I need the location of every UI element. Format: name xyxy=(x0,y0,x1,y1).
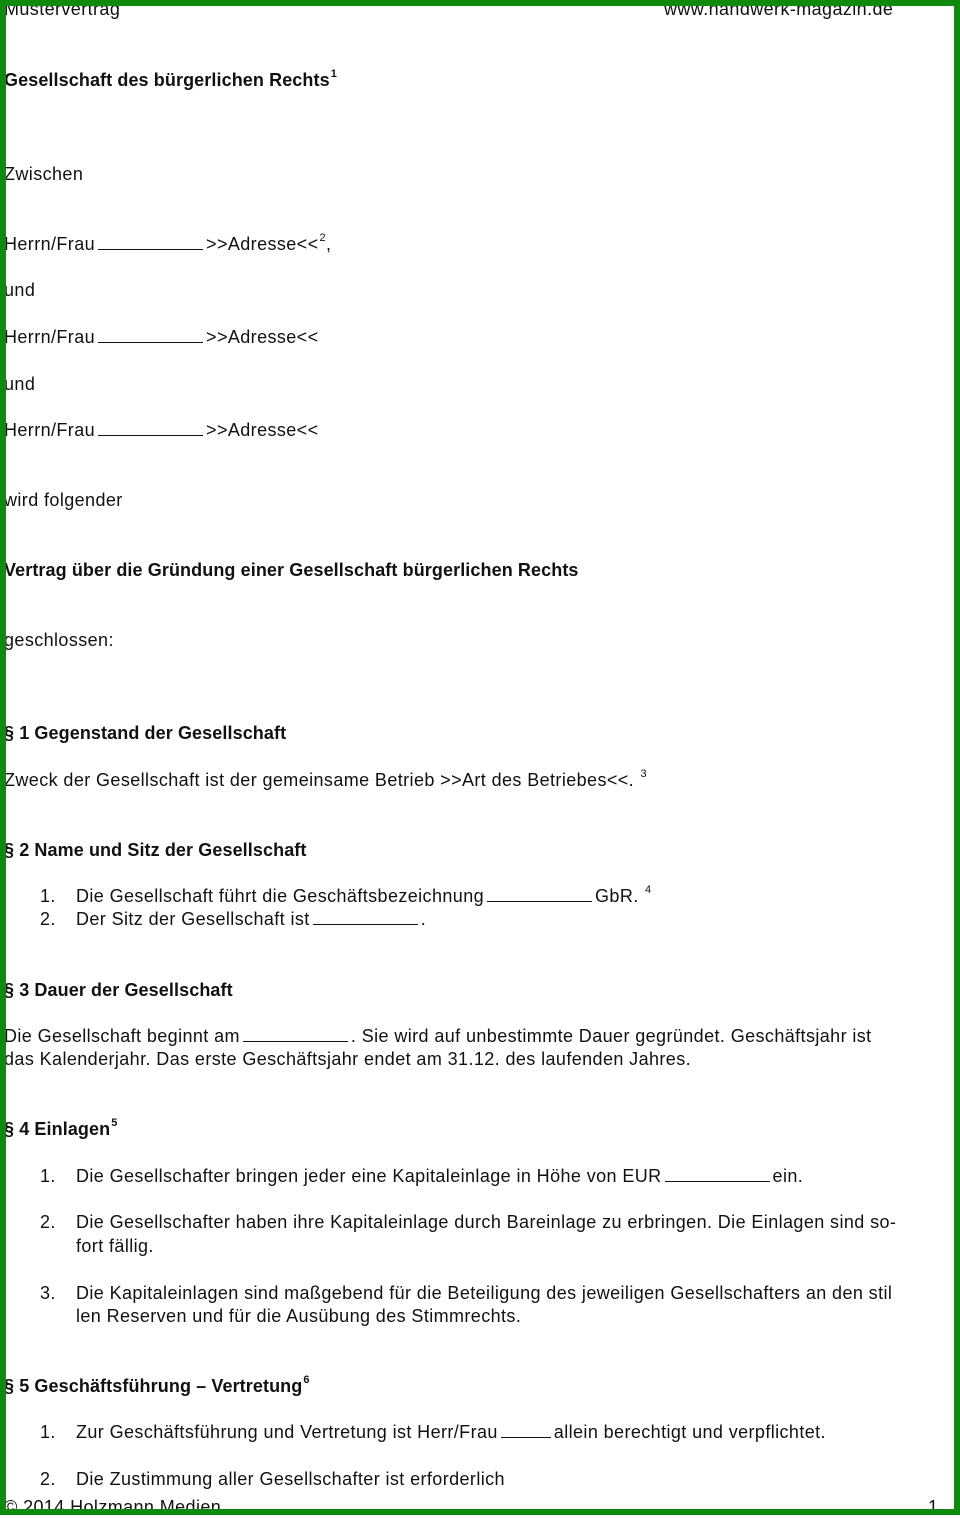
list-item-continuation: fort fällig. xyxy=(76,1236,154,1256)
party-1: Herrn/Frau >>Adresse<<$^2$, xyxy=(4,232,332,254)
contract-title: Vertrag über die Gründung einer Gesellschaft bürgerlichen Rechts xyxy=(4,560,579,580)
footnote-marker: 4 xyxy=(645,884,652,896)
party-3: Herrn/Frau >>Adresse<< xyxy=(4,420,319,440)
section-4-heading: § 4 Einlagen$^5$ xyxy=(4,1117,118,1139)
footnote-marker: 3 xyxy=(640,768,648,780)
blank-field[interactable] xyxy=(501,1423,551,1438)
intro-und-2: und xyxy=(4,374,36,394)
blank-field[interactable] xyxy=(665,1167,770,1182)
intro-und-1: und xyxy=(4,280,36,300)
section-3-line-2: das Kalenderjahr. Das erste Geschäftsjahr endet am 31.12. des laufenden Jahres. xyxy=(4,1049,691,1069)
header-left: Mustervertrag xyxy=(4,0,121,19)
section-5-heading: § 5 Geschäftsführung – Vertretung$^6$ xyxy=(4,1374,310,1396)
intro-wird: wird folgender xyxy=(4,490,123,510)
blank-field[interactable] xyxy=(98,235,203,250)
blank-field[interactable] xyxy=(98,328,203,343)
blank-field[interactable] xyxy=(98,421,203,436)
footnote-marker: 2 xyxy=(319,232,327,244)
section-3-heading: § 3 Dauer der Gesellschaft xyxy=(4,980,233,1000)
footnote-marker: 6 xyxy=(303,1374,310,1386)
intro-geschlossen: geschlossen: xyxy=(4,630,114,650)
party-2: Herrn/Frau >>Adresse<< xyxy=(4,327,319,347)
footnote-marker: 5 xyxy=(111,1117,118,1129)
section-1-heading: § 1 Gegenstand der Gesellschaft xyxy=(4,723,287,743)
blank-field[interactable] xyxy=(243,1027,348,1042)
intro-zwischen: Zwischen xyxy=(4,164,84,184)
section-1-text: Zweck der Gesellschaft ist der gemeinsame Betrieb >>Art des Betriebes<<. $^3$ xyxy=(4,768,648,790)
document-title: Gesellschaft des bürgerlichen Rechts$^1$ xyxy=(4,68,337,90)
page-number: 1 xyxy=(928,1497,939,1517)
footer-copyright: © 2014 Holzmann Medien xyxy=(4,1497,222,1517)
footnote-marker: 1 xyxy=(330,68,337,80)
section-3-line-1: Die Gesellschaft beginnt am . Sie wird auf unbestimmte Dauer gegründet. Geschäftsjahr ist xyxy=(4,1026,872,1046)
list-item-continuation: len Reserven und für die Ausübung des Stimmrechts. xyxy=(76,1306,522,1326)
blank-field[interactable] xyxy=(487,887,592,902)
blank-field[interactable] xyxy=(313,910,418,925)
header-right[interactable]: www.handwerk-magazin.de xyxy=(664,0,894,19)
section-2-heading: § 2 Name und Sitz der Gesellschaft xyxy=(4,840,307,860)
